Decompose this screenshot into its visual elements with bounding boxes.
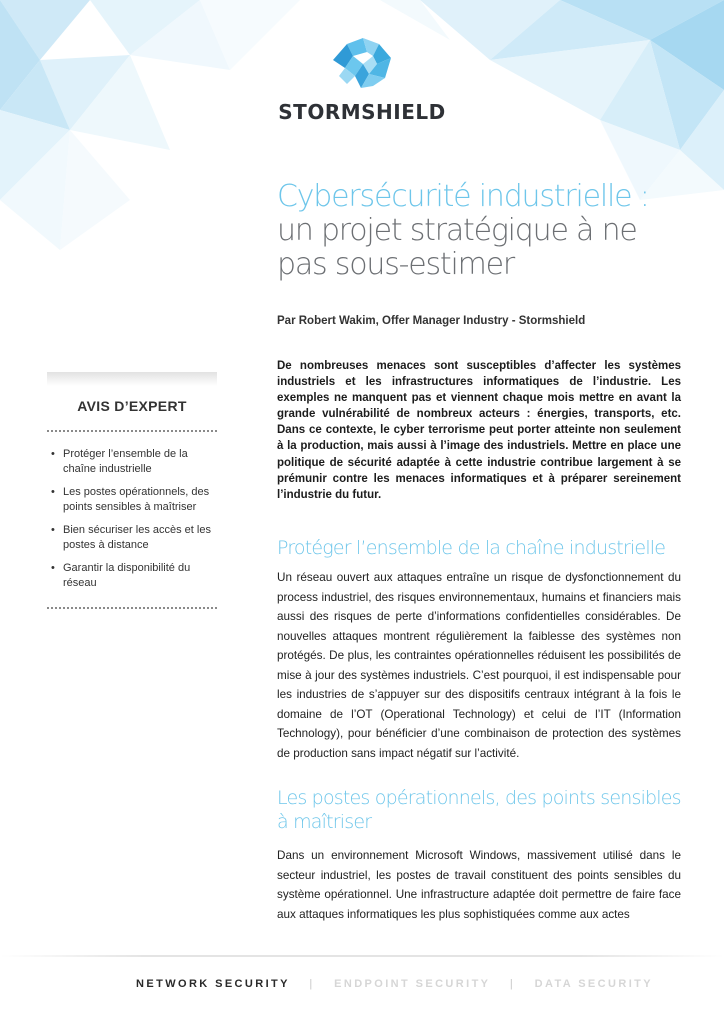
- footer-separator: |: [309, 978, 315, 990]
- title-line-2: un projet stratégique à ne: [277, 213, 637, 248]
- brand-logo-text: STORMSHIELD: [278, 100, 446, 124]
- sidebar-shade: [47, 372, 217, 386]
- title-line-1: Cybersécurité industrielle :: [277, 179, 649, 214]
- title-line-3: pas sous-estimer: [277, 247, 515, 282]
- sidebar-heading: AVIS D’EXPERT: [77, 398, 187, 414]
- section-heading: [277, 786, 697, 834]
- footer-data-security: DATA SECURITY: [534, 978, 654, 990]
- sidebar-item: [47, 561, 217, 591]
- expert-sidebar: [47, 372, 217, 609]
- sidebar-item: [47, 447, 217, 477]
- sidebar-item: [47, 485, 217, 515]
- author-byline: Par Robert Wakim, Offer Manager Industry - Stormshield: [277, 315, 586, 327]
- sidebar-item-label: Protéger l’ensemble de la chaîne industrielle: [63, 448, 188, 475]
- footer-network-security: NETWORK SECURITY: [136, 978, 290, 990]
- sidebar-item-label: Les postes opérationnels, des points sensibles à maîtriser: [63, 486, 210, 513]
- bullet-icon: •: [51, 486, 55, 498]
- sidebar-item-label: Bien sécuriser les accès et les postes à distance: [63, 524, 211, 551]
- section-heading: Protéger l’ensemble de la chaîne industrielle: [277, 537, 666, 559]
- stormshield-logo-icon: [333, 38, 391, 88]
- section-heading-line-1: Les postes opérationnels, des points sensibles: [277, 787, 681, 809]
- sidebar-topic-list: [47, 447, 217, 591]
- section-heading-line-2: à maîtriser: [277, 811, 372, 833]
- bullet-icon: •: [51, 448, 55, 460]
- section-body: Un réseau ouvert aux attaques entraîne un risque de dysfonctionnement du process industriel, des risques environnementaux, humains et financiers mais aussi des risques de perte d’informations confidentielles considérables. De nouvelles attaques montrent régulièrement la faiblesse des systèmes non protégés. De plus, les contraintes opérationnelles réduisent les possibilités de mise à jour des systèmes industriels. C’est pourquoi, il est indispensable pour les industries de s’appuyer sur des dispositifs centraux intégrant à la fois le domaine de l’OT (Operational Technology) et celui de l’IT (Information Technology), pour bénéficier d’une combinaison de protection des systèmes de production sans impact négatif sur l’activité.: [277, 571, 681, 760]
- dotted-divider: [47, 607, 217, 609]
- footer-product-lines: [136, 978, 653, 990]
- sidebar-item-label: Garantir la disponibilité du réseau: [63, 562, 191, 589]
- page-title: [277, 180, 697, 282]
- footer-separator: |: [509, 978, 516, 990]
- section-body: Dans un environnement Microsoft Windows, massivement utilisé dans le secteur industriel, les postes de travail constituent des points sensibles du système opérationnel. Une infrastructure adaptée doit permettre de faire face aux attaques informatiques les plus sophistiquées comme aux actes: [277, 849, 681, 921]
- sidebar-item: [47, 523, 217, 553]
- bullet-icon: •: [51, 562, 55, 574]
- intro-paragraph: De nombreuses menaces sont susceptibles d’affecter les systèmes industriels et les infrastructures informatiques de l’industrie. Les exemples ne manquent pas et viennent chaque mois mettre en avant la grande vulnérabilité de nombreux acteurs : énergies, transports, etc. Dans ce contexte, le cyber terrorisme peut porter atteinte non seulement à la production, mais aussi à l’image des industriels. Mettre en place une politique de sécurité adaptée à cette industrie contribue largement à se prémunir contre les menaces informatiques et à préparer sereinement l’industrie du futur.: [277, 360, 681, 501]
- bullet-icon: •: [51, 524, 55, 536]
- dotted-divider: [47, 430, 217, 432]
- footer-endpoint-security: ENDPOINT SECURITY: [334, 978, 491, 990]
- footer-divider: [0, 955, 724, 957]
